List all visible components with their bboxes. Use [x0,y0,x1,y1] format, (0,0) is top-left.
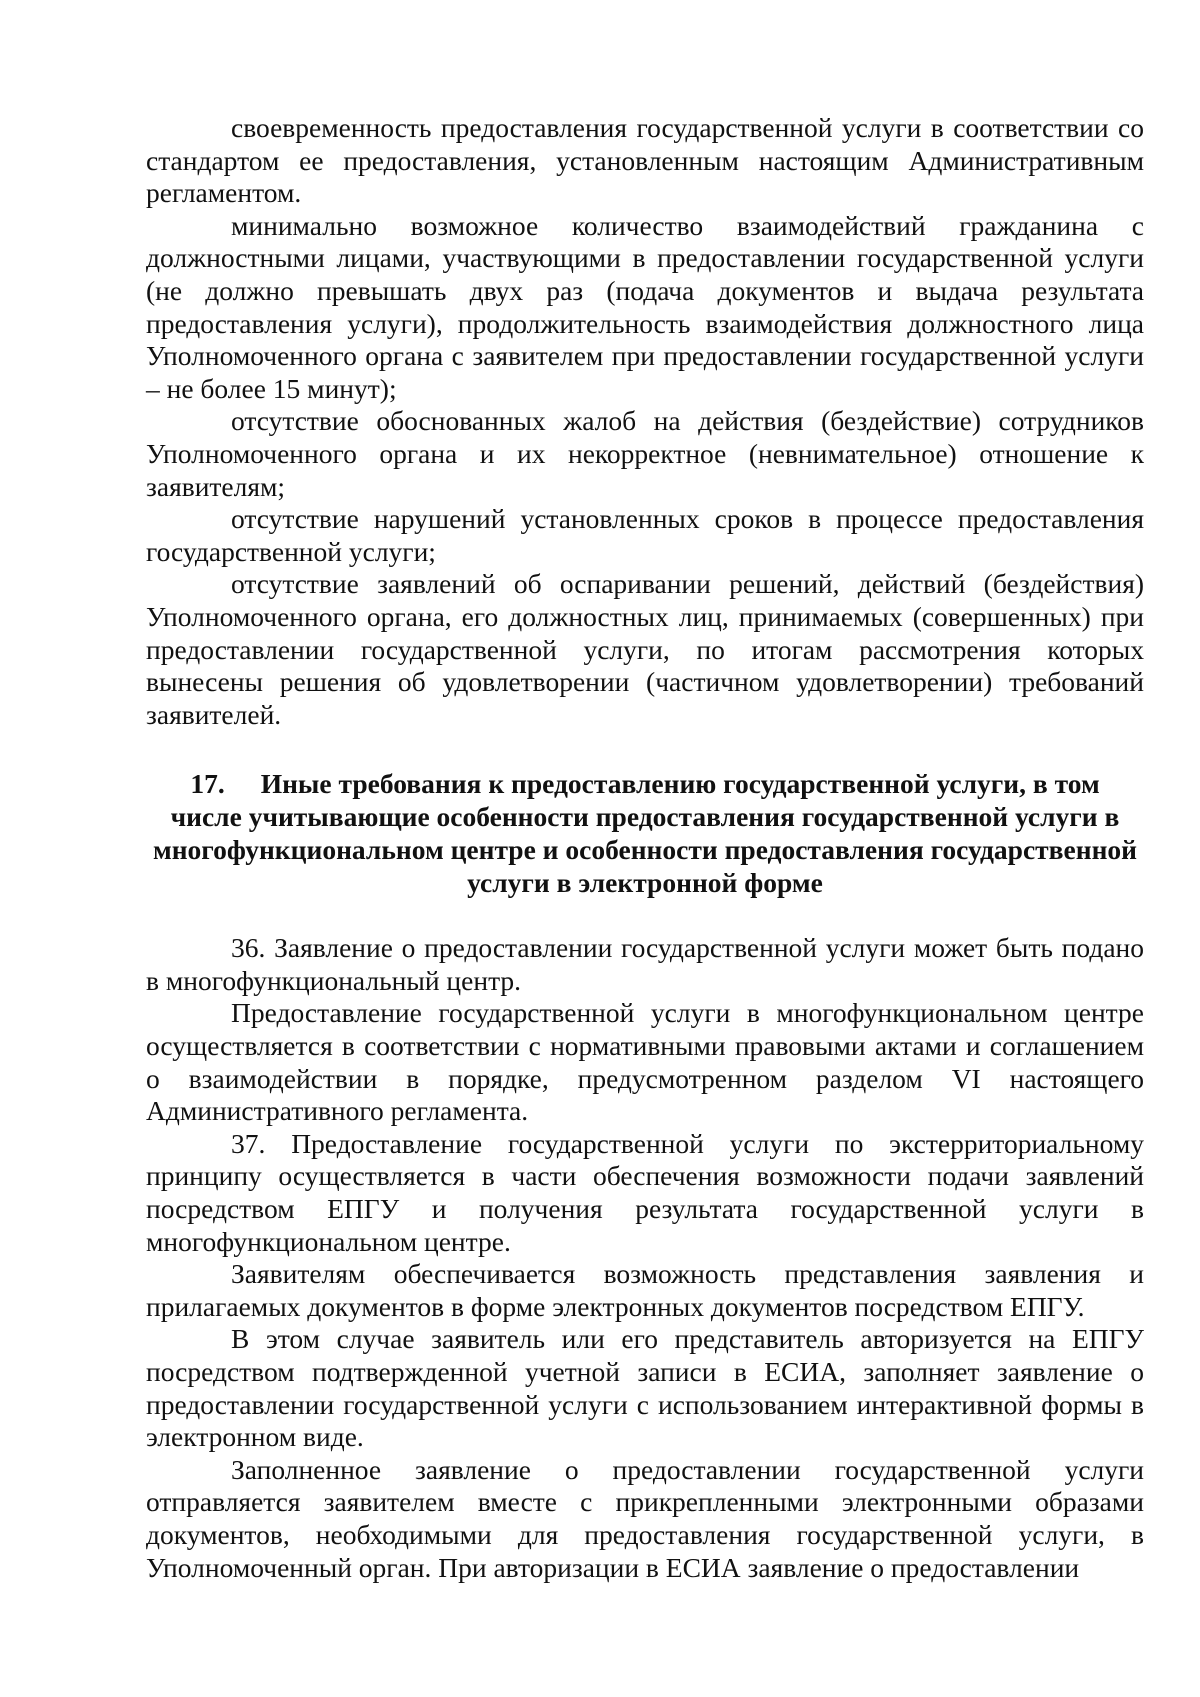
paragraph-esia-authorization: В этом случае заявитель или его представитель авторизуется на ЕПГУ посредством подтвержденной учетной записи в ЕСИА, заполняет заявление о предоставлении государственной услуги с использованием интерактивной формы в электронном виде. [146,1323,1144,1453]
paragraph-36: 36. Заявление о предоставлении государственной услуги может быть подано в многофункциональный центр. [146,932,1144,996]
spacer [146,731,1144,767]
paragraph-min-interactions: минимально возможное количество взаимодействий гражданина с должностными лицами, участвующими в предоставлении государственной услуги (не должно превышать двух раз (подача документов и выдача результата предоставления услуги), продолжительность взаимодействия должностного лица Уполномоченного органа с заявителем при предоставлении государственной услуги – не более 15 минут); [146,209,1144,404]
paragraph-37: 37. Предоставление государственной услуги по экстерриториальному принципу осуществляется в части обеспечения возможности подачи заявлений посредством ЕПГУ и получения результата государственной услуги в многофункциональном центре. [146,1127,1144,1257]
paragraph-timeliness: своевременность предоставления государственной услуги в соответствии со стандартом ее предоставления, установленным настоящим Административным регламентом. [146,112,1144,209]
spacer [146,899,1144,932]
section-heading [146,767,1144,899]
section-title: Иные требования к предоставлению государственной услуги, в том числе учитывающие особенности предоставления государственной услуги в многофункциональном центре и особенности предоставления государственной услуги в электронной форме [152,768,1138,899]
paragraph-electronic-documents: Заявителям обеспечивается возможность представления заявления и прилагаемых документов в форме электронных документов посредством ЕПГУ. [146,1258,1144,1322]
paragraph-no-appeals: отсутствие заявлений об оспаривании решений, действий (бездействия) Уполномоченного органа, его должностных лиц, принимаемых (совершенных) при предоставлении государственной услуги, по итогам рассмотрения которых вынесены решения об удовлетворении (частичном удовлетворении) требований заявителей. [146,568,1144,730]
paragraph-no-complaints: отсутствие обоснованных жалоб на действия (бездействие) сотрудников Уполномоченного органа и их некорректное (невнимательное) отношение к заявителям; [146,405,1144,502]
section-number: 17. [190,768,225,800]
paragraph-no-deadline-violations: отсутствие нарушений установленных сроков в процессе предоставления государственной услуги; [146,503,1144,567]
paragraph-mfc-provision: Предоставление государственной услуги в многофункциональном центре осуществляется в соответствии с нормативными правовыми актами и соглашением о взаимодействии в порядке, предусмотренном разделом VI настоящего Административного регламента. [146,997,1144,1127]
document-page [146,112,1144,1584]
paragraph-filled-application: Заполненное заявление о предоставлении государственной услуги отправляется заявителем вместе с прикрепленными электронными образами документов, необходимыми для предоставления государственной услуги, в Уполномоченный орган. При авторизации в ЕСИА заявление о предоставлении [146,1453,1144,1583]
